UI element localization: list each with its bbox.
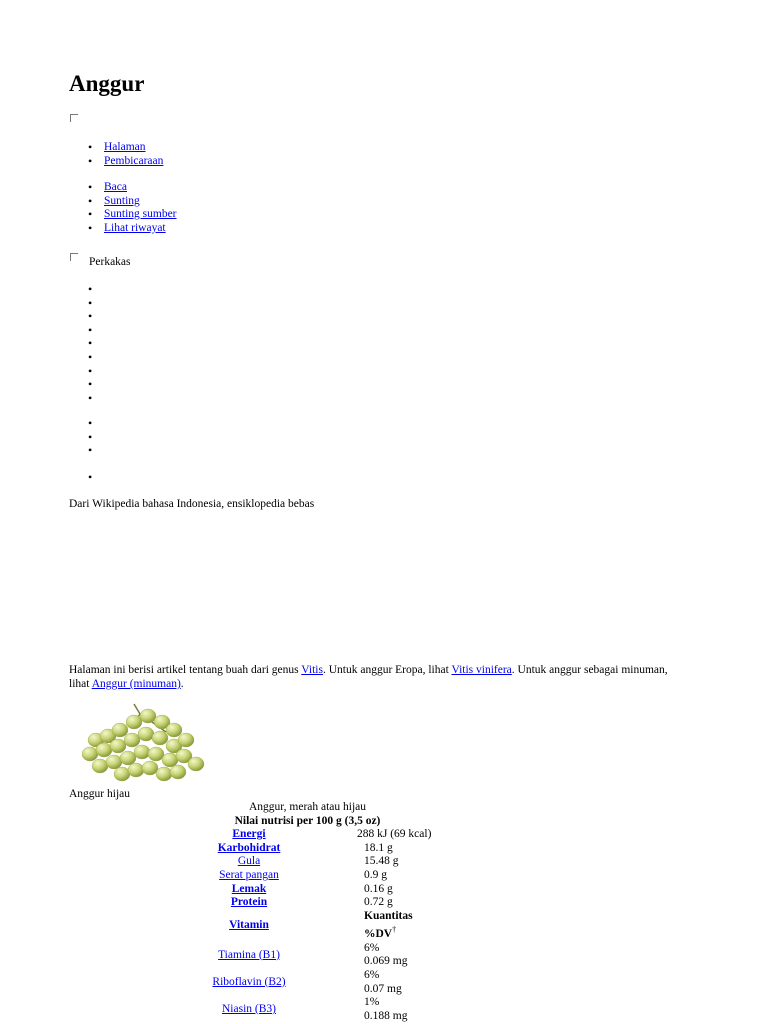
vitamin-amount: 0.07 mg [364,982,402,995]
dv-header [364,923,474,941]
hatnote-link-vitis[interactable]: Vitis [301,664,323,676]
vitamin-amount: 0.069 mg [364,955,408,968]
site-tagline: Dari Wikipedia bahasa Indonesia, ensiklopedia bebas [69,498,315,510]
nutrient-value: 18.1 g [364,841,393,854]
hatnote-text: . [180,678,184,690]
nutrition-row [141,842,474,856]
nutrition-label-cell [141,869,357,883]
vitamin-header-row [141,910,474,942]
nutrition-row [141,869,474,883]
nutrition-row [141,855,474,869]
nutrient-value: 15.48 g [364,855,399,868]
quantity-header [357,910,474,942]
tab-baca[interactable] [104,181,177,195]
nutrient-link-gula[interactable]: Gula [237,855,261,868]
page-title: Anggur [69,71,145,96]
vitamin-values [357,969,474,996]
nutrient-value: 288 kJ (69 kcal) [357,828,432,841]
tab-halaman[interactable] [104,141,163,155]
nutrition-row-energi [141,828,474,842]
nutrient-value: 0.9 g [364,868,387,881]
hatnote-link-vitis-vinifera[interactable]: Vitis vinifera [451,664,512,676]
tab-sunting[interactable] [104,195,177,209]
vitamin-amount: 0.188 mg [364,1009,408,1022]
vitamin-link-tiamina[interactable]: Tiamina (B1) [218,948,280,961]
tab-sunting-sumber-link[interactable]: Sunting sumber [104,208,177,221]
nutrition-label-cell [141,969,357,996]
nutrient-link-karbohidrat[interactable]: Karbohidrat [217,841,281,854]
vitamin-link-niasin[interactable]: Niasin (B3) [222,1002,276,1015]
vitamin-values [357,942,474,969]
tab-lihat-riwayat-link[interactable]: Lihat riwayat [104,221,166,234]
hatnote [69,663,689,691]
nutrition-label-cell [141,942,357,969]
nutrient-link-vitamin[interactable]: Vitamin [229,918,269,931]
nutrient-link-serat-pangan[interactable]: Serat pangan [219,868,279,881]
vitamin-row [141,942,474,969]
nutrient-link-protein[interactable]: Protein [230,896,268,909]
menu-toggle-checkbox[interactable] [70,114,78,122]
nutrition-infobox [141,801,474,1023]
tab-sunting-link[interactable]: Sunting [104,194,140,207]
vitamin-pct: 1% [364,996,380,1009]
nutrient-value: 0.16 g [364,882,393,895]
vitamin-values [357,996,474,1023]
hatnote-text: . Untuk anggur sebagai minuman, lihat [69,664,668,690]
tools-label[interactable]: Perkakas [89,256,131,268]
nutrition-label-cell [141,828,357,842]
vitamin-row [141,969,474,996]
vitamin-pct: 6% [364,968,380,981]
vitamin-link-riboflavin[interactable]: Riboflavin (B2) [212,975,286,988]
tools-checkbox[interactable] [70,253,78,261]
tab-halaman-link[interactable]: Halaman [104,141,146,153]
nutrition-caption: Anggur, merah atau hijau [248,801,367,813]
dv-dagger: † [392,925,397,935]
vitamin-row [141,996,474,1023]
grapes-image[interactable] [74,696,209,791]
nutrient-value: 0.72 g [364,896,393,909]
dv-header-label: %DV [364,928,393,941]
vitamin-pct: 6% [364,941,380,954]
nutrition-row [141,896,474,910]
hatnote-link-anggur-minuman[interactable]: Anggur (minuman) [91,678,181,690]
hatnote-text: Halaman ini berisi artikel tentang buah dari genus [69,664,302,676]
namespace-tabs [104,141,163,168]
nutrition-row [141,883,474,897]
nutrition-label-cell [141,883,357,897]
nutrient-link-lemak[interactable]: Lemak [231,882,267,895]
nutrition-label-cell [141,855,357,869]
tab-baca-link[interactable]: Baca [104,181,127,193]
nutrition-label-cell [141,910,357,942]
tab-pembicaraan-link[interactable]: Pembicaraan [104,154,164,167]
nutrition-label-cell [141,996,357,1023]
nutrition-label-cell [141,896,357,910]
nutrition-header: Nilai nutrisi per 100 g (3,5 oz) [234,814,381,827]
image-caption: Anggur hijau [69,788,131,800]
nutrition-label-cell [141,842,357,856]
tab-pembicaraan[interactable] [104,155,163,169]
tab-sunting-sumber[interactable] [104,208,177,222]
nutrient-link-energi[interactable]: Energi [232,828,266,841]
hatnote-text: . Untuk anggur Eropa, lihat [322,664,452,676]
grapes-illustration [74,696,209,786]
quantity-header-label: Kuantitas [364,909,413,922]
view-tabs [104,181,177,235]
tab-lihat-riwayat[interactable] [104,222,177,236]
